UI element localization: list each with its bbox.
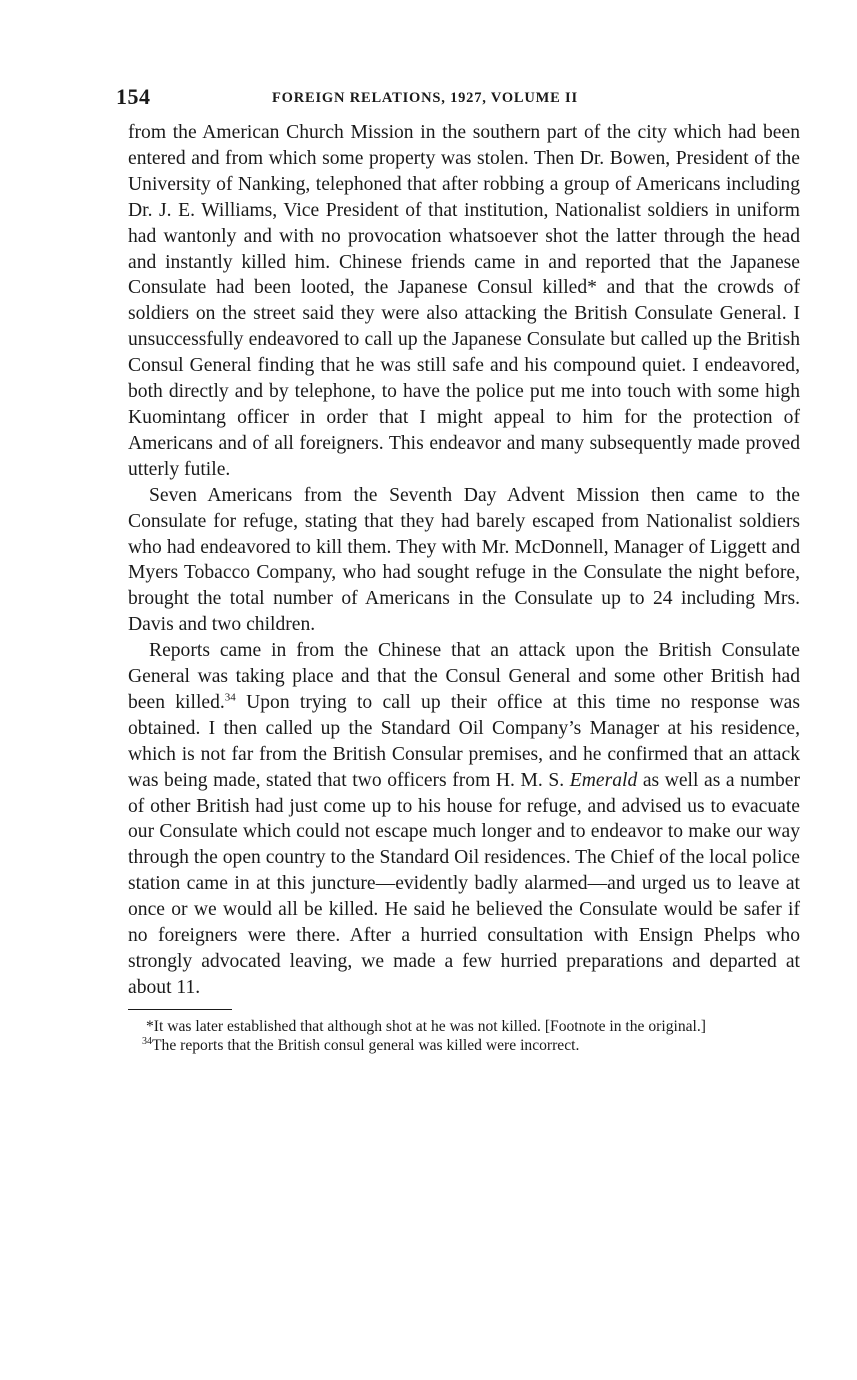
paragraph-3-text-end: as well as a number of other British had just come up to his house for refuge, and advised us to evacuate our Consulate which could not escape much longer and to endeavor to make our way through the open country to the Standard Oil residences. The Chief of the local police station came in at this juncture—evidently badly alarmed—and urged us to leave at once or we would all be killed. He said he believed the Consulate would be safer if no foreigners were there. After a hurried consultation with Ensign Phelps who strongly advocated leaving, we made a few hurried preparations and departed at about 11. <box>128 769 801 998</box>
footnotes <box>128 1018 800 1054</box>
footnote-2 <box>128 1037 800 1054</box>
running-title: FOREIGN RELATIONS, 1927, VOLUME II <box>272 90 578 106</box>
footnote-reference: 34 <box>224 691 236 704</box>
body-text <box>128 120 800 1001</box>
paragraph-3-text-middle: Upon trying to call up their office at this time no response was obtained. I then called up the Standard Oil Company’s Manager at his residence, which is not far from the British Consular premises, and he confirmed that an attack was being made, stated that two officers from H. M. S. <box>128 691 801 791</box>
footnote-1: *It was later established that although shot at he was not killed. [Footnote in the original.] <box>146 1017 706 1035</box>
footnote-2-mark: 34 <box>142 1035 152 1047</box>
paragraph-2: Seven Americans from the Seventh Day Advent Mission then came to the Consulate for refuge, stating that they had barely escaped from Nationalist soldiers who had endeavored to kill them. They with Mr. McDonnell, Manager of Liggett and Myers Tobacco Company, who had sought refuge in the Consulate the night before, brought the total number of Americans in the Consulate up to 24 including Mrs. Davis and two children. <box>128 484 800 636</box>
footnote-2-text: The reports that the British consul general was killed were incorrect. <box>152 1036 580 1054</box>
paragraph-3-text-start: Reports came in from the Chinese that an attack upon the British Consulate General was taking place and that the Consul General and some other British had been killed. <box>128 640 800 713</box>
paragraph-3 <box>128 638 800 1001</box>
page-header <box>116 84 800 120</box>
page-number: 154 <box>116 84 151 109</box>
ship-name: Emerald <box>569 769 638 791</box>
paragraph-1: from the American Church Mission in the southern part of the city which had been entered and from which some property was stolen. Then Dr. Bowen, President of the University of Nanking, telephoned that after robbing a group of Americans including Dr. J. E. Williams, Vice President of that institution, Nationalist soldiers in uniform had wantonly and with no provocation whatsoever shot the latter through the head and instantly killed him. Chinese friends came in and reported that the Japanese Consulate had been looted, the Japanese Consul killed* and that the crowds of soldiers on the street said they were also attacking the British Consulate General. I unsuccessfully endeavored to call up the Japanese Consulate but called up the British Consul General finding that he was still safe and his compound quiet. I endeavored, both directly and by telephone, to have the police put me into touch with some high Kuomintang officer in order that I might appeal to him for the protection of Americans and of all foreigners. This endeavor and many subsequently made proved utterly futile. <box>128 122 800 480</box>
footnote-divider <box>128 1009 232 1010</box>
document-page <box>116 84 801 1054</box>
